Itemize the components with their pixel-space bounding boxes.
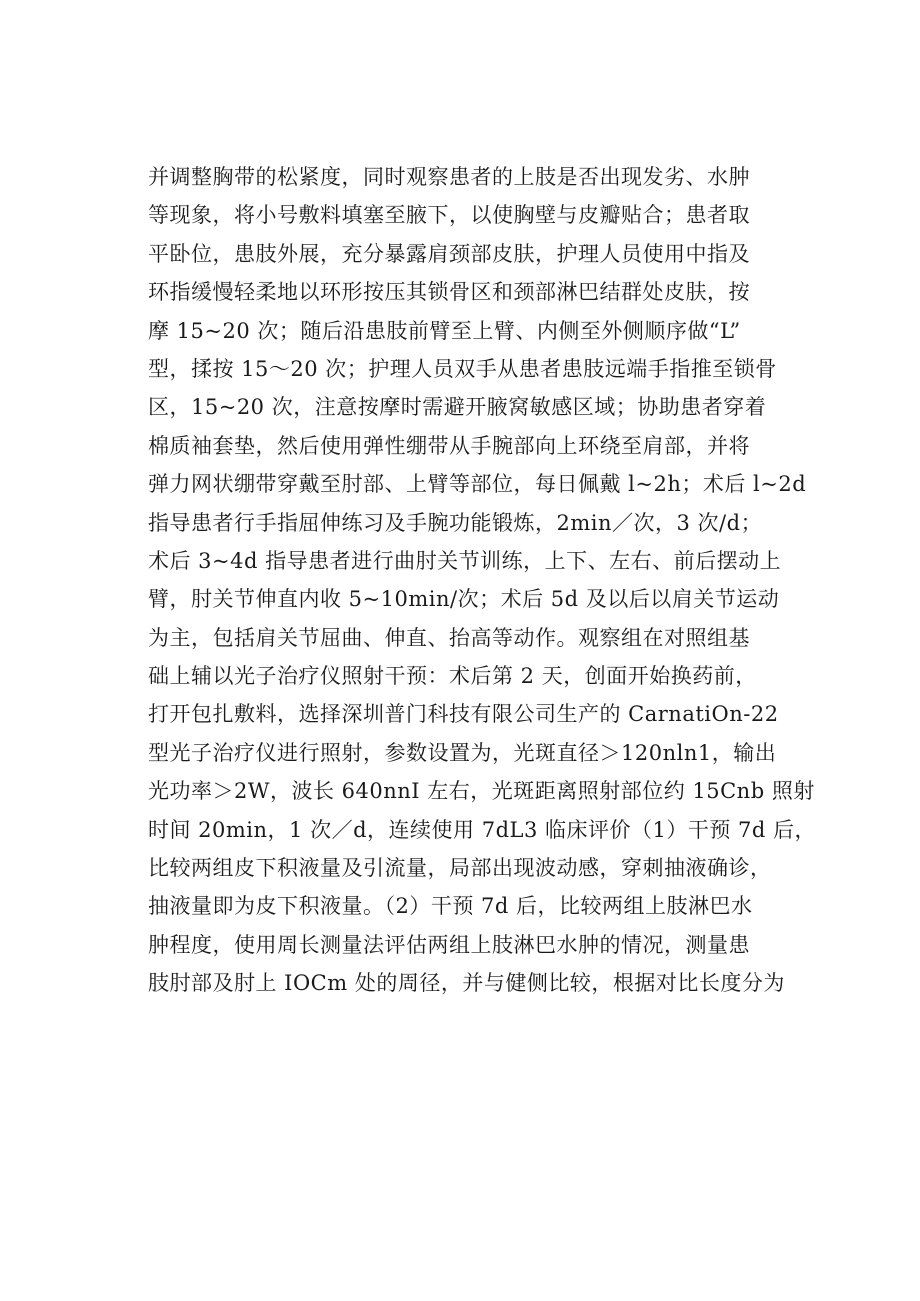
text-line: 指导患者行手指屈伸练习及手腕功能锻炼，2min／次，3 次/d；	[148, 510, 763, 535]
text-line: 环指缓慢轻柔地以环形按压其锁骨区和颈部淋巴结群处皮肤，按	[148, 280, 750, 305]
text-line: 臂，肘关节伸直内收 5~10min/次；术后 5d 及以后以肩关节运动	[148, 587, 780, 612]
text-line: 等现象，将小号敷料填塞至腋下，以使胸壁与皮瓣贴合；患者取	[148, 203, 750, 228]
text-line: 为主，包括肩关节屈曲、伸直、抬高等动作。观察组在对照组基	[148, 625, 750, 650]
text-line: 型，揉按 15～20 次；护理人员双手从患者患肢远端手指推至锁骨	[148, 356, 777, 381]
body-paragraph	[148, 158, 817, 1003]
text-line: 摩 15~20 次；随后沿患肢前臂至上臂、内侧至外侧顺序做“L”	[148, 318, 741, 343]
text-line: 础上辅以光子治疗仪照射干预：术后第 2 天，创面开始换药前，	[148, 664, 757, 689]
text-line: 棉质袖套垫，然后使用弹性绷带从手腕部向上环绕至肩部，并将	[148, 433, 750, 458]
text-line: 区，15~20 次，注意按摩时需避开腋窝敏感区域；协助患者穿着	[148, 395, 767, 420]
text-line: 抽液量即为皮下积液量。（2）干预 7d 后，比较两组上肢淋巴水	[148, 894, 753, 919]
text-line: 时间 20min，1 次／d，连续使用 7dL3 临床评价（1）干预 7d 后，	[148, 817, 817, 842]
text-line: 平卧位，患肢外展，充分暴露肩颈部皮肤，护理人员使用中指及	[148, 241, 750, 266]
text-line: 术后 3~4d 指导患者进行曲肘关节训练，上下、左右、前后摆动上	[148, 548, 782, 573]
text-line: 并调整胸带的松紧度，同时观察患者的上肢是否出现发劣、水肿	[148, 165, 750, 189]
text-line: 比较两组皮下积液量及引流量，局部出现波动感，穿刺抽液确诊，	[148, 856, 772, 881]
text-line: 肢肘部及肘上 IOCm 处的周径，并与健侧比较，根据对比长度分为	[148, 971, 785, 996]
text-line: 打开包扎敷料，选择深圳普门科技有限公司生产的 CarnatiOn-22	[148, 702, 779, 727]
text-line: 肿程度，使用周长测量法评估两组上肢淋巴水肿的情况，测量患	[148, 932, 750, 957]
text-line: 弹力网状绷带穿戴至肘部、上臂等部位，每日佩戴 l~2h；术后 l~2d	[148, 472, 807, 497]
text-line: 型光子治疗仪进行照射，参数设置为，光斑直径＞120nln1，输出	[148, 740, 777, 765]
text-line: 光功率＞2W，波长 640nnI 左右，光斑距离照射部位约 15Cnb 照射	[148, 779, 815, 804]
